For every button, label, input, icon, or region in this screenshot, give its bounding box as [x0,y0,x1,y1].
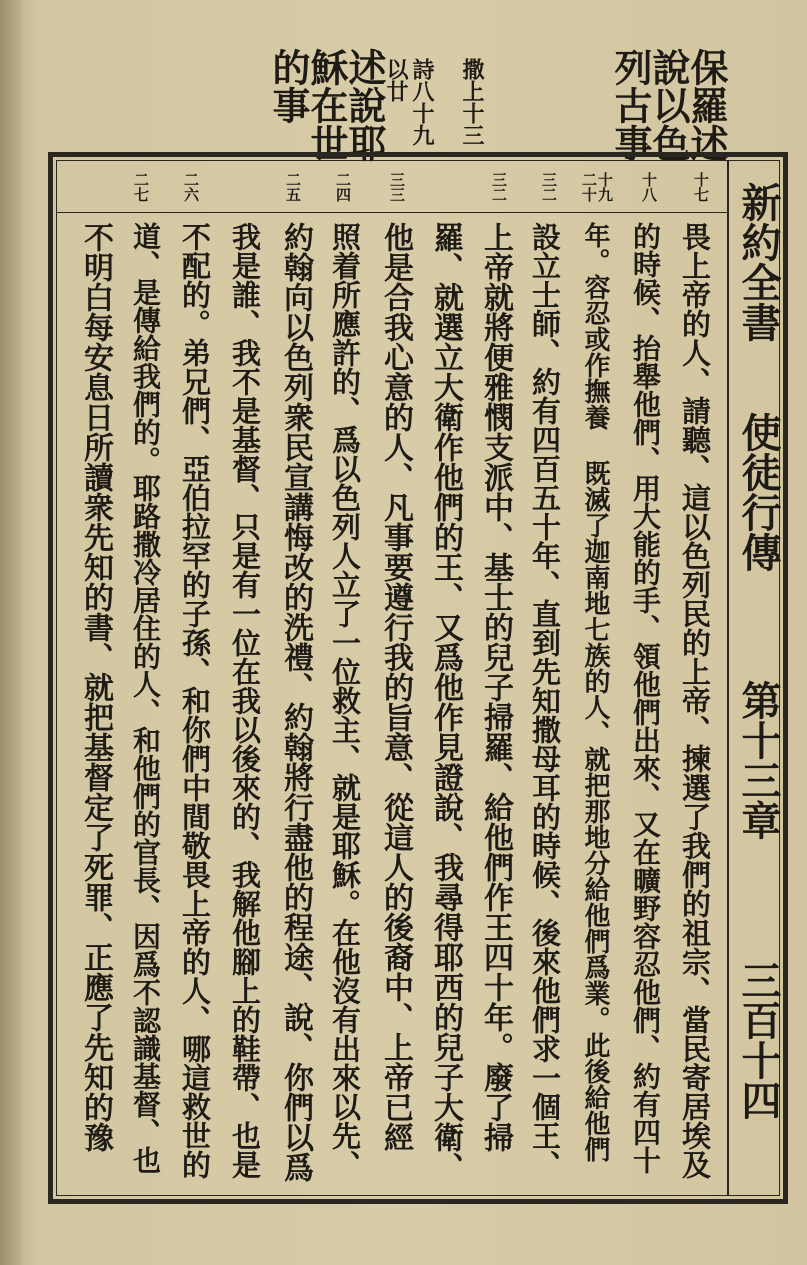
margin-note: 保羅述 [684,48,729,162]
margin-note: 述說耶 [342,48,387,162]
text-column: 的時候、抬舉他們、用大能的手、領他們出來、又在曠野容忍他們、約有四十 [629,222,662,1174]
text-column: 畏上帝的人、請聽、這以色列民的上帝、揀選了我們的祖宗、當民寄居埃及 [678,222,712,1179]
margin-ref: 撒上十三 [459,58,485,146]
text-column: 年。容忍或作撫養 既滅了迦南地七族的人、就把那地分給他們爲業。此後給他們 [580,222,610,1162]
verse-number: 十七 [692,172,710,202]
verse-number: 三二 [540,172,558,202]
verse-number-divider [56,212,728,213]
margin-ref: 以廿 [383,58,409,102]
text-column: 他是合我心意的人、凡事要遵行我的旨意、從這人的後裔中、上帝已經 [378,222,413,1152]
verse-number: 二六 [182,172,200,202]
text-column: 羅、就選立大衛作他們的王、又爲他作見證說、我尋得耶西的兒子大衛、 [428,222,463,1182]
margin-note: 列古事 [608,48,653,162]
verse-number: 三三 [388,172,406,202]
verse-number: 十八 [640,172,658,202]
text-column: 照着所應許的、爲以色列人立了一位救主、就是耶穌。在他沒有出來以先、 [328,222,362,1179]
verse-number: 二四 [334,172,352,202]
book-title: 新約全書 [735,182,782,342]
section-title: 使徒行傳 [735,412,782,572]
margin-ref: 詩八十九 [409,58,435,146]
text-column: 我是誰、我不是基督、只是有一位在我以後來的、我解他腳上的鞋帶、也是 [228,222,262,1179]
book-spine [0,0,22,1265]
text-column: 約翰向以色列衆民宣講悔改的洗禮、約翰將行盡他的程途、說、你們以爲 [278,222,313,1182]
text-column: 上帝就將便雅憫支派中、基士的兒子掃羅、給他們作王四十年。廢了掃 [478,222,513,1152]
header-divider [727,160,729,1196]
margin-note: 的事 [266,48,311,124]
margin-note: 穌在世 [304,48,349,162]
verse-number: 三二 [490,172,508,202]
verse-number: 二十 [580,172,598,202]
text-column: 不配的。弟兄們、亞伯拉罕的子孫、和你們中間敬畏上帝的人、哪這救世的 [178,222,212,1179]
text-column: 道、是傳給我們的。耶路撒冷居住的人、和他們的官長、因爲不認識基督、也 [129,222,162,1174]
page-number: 三百十四 [735,960,782,1120]
margin-note: 說以色 [646,48,691,162]
chapter-title: 第十三章 [735,680,782,840]
verse-number: 十九 [596,172,614,202]
text-column: 設立士師、約有四百五十年、直到先知撒母耳的時候、後來他們求一個王、 [528,222,562,1179]
verse-number: 二七 [132,172,150,202]
verse-number: 二五 [284,172,302,202]
text-column: 不明白每安息日所讀衆先知的書、就把基督定了死罪、正應了先知的豫 [78,222,113,1152]
